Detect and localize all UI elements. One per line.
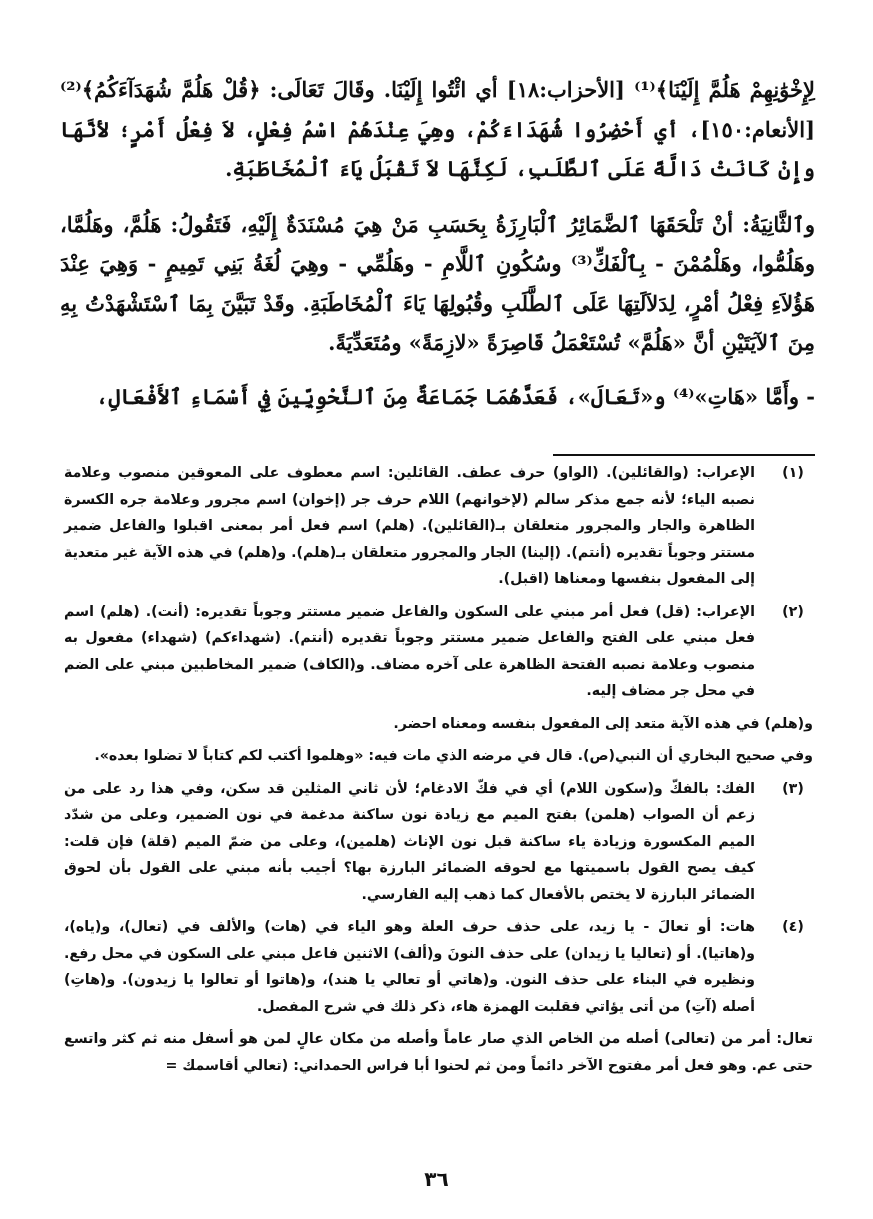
footnote-3 xyxy=(64,776,813,909)
main-paragraph-2: وٱلثَّانِيَةُ: أنْ تَلْحَقَهَا ٱلضَّمَائِرُ ٱلْبَارِزَةُ بِحَسَبِ مَنْ هِيَ مُسْنَدَةٌ إِلَيْهِ، فَتَقُولُ: هَلُمَّ، وهَلُمَّا، وهَلُمُّوا، وهَلْمُمْنَ - بِٱلْفَكِّ⁽³⁾ وسُكُونِ ٱللَّامِ - وهَلُمِّي - وهِيَ لُغَةُ بَنِي تَمِيمٍ - وَهِيَ عِنْدَ هَؤُلاَءِ فِعْلُ أمْرٍ، لِدَلاَلَتِهَا عَلَى ٱلطَّلَبِ وقُبُولِهَا يَاءَ ٱلْمُخَاطَبَةِ. وقَدْ تَبَيَّنَ بِمَا ٱسْتَشْهَدْتُ بِهِ مِنَ ٱلآيَتَيْنِ أنَّ «هَلُمَّ» تُسْتَعْمَلُ قَاصِرَةً «لازِمَةً» ومُتَعَدِّيَةً. xyxy=(60,211,815,355)
footnote-1 xyxy=(64,460,813,593)
footnote-number: (٤) xyxy=(782,919,804,935)
footnote-number: (٣) xyxy=(782,780,804,797)
footnote-text: الفك: بالفكّ و(سكون اللام) أي في فكّ الادغام؛ لأن ثاني المثلين قد سكن، وفي هذا رد على من زعم أن الصواب (هلمن) بفتح الميم مع زيادة نون ساكنة مدغمة في نون الضمير، وعلى من شدّد الميم المكسورة وزيادة ياء ساكنة قبل نون الإناث (هلمين)، وعلى من ضمّ الميم (قلة) فإن قلت: كيف يصح القول باسميتها مع لحوقه الضمائر البارزة بها؟ أجيب بأنه مبني على القول بأن لحوق الضمائر البارزة لا يختص بالأفعال كما ذهب إليه الفارسي. xyxy=(64,780,755,903)
page-number: ٣٦ xyxy=(424,1167,449,1191)
footnote-2-continuation: وفي صحيح البخاري أن النبي(ص). قال في مرضه الذي مات فيه: «وهلموا أكتب لكم كتاباً لا تضلوا بعده». xyxy=(94,748,813,764)
footnote-text: الإعراب: (قل) فعل أمر مبني على السكون والفاعل ضمير مستتر وجوباً تقديره: (أنت). (هلم) اسم فعل مبني على الفتح والفاعل ضمير مستتر وجوباً تقديره (أنتم). (شهداءكم) (شهداء) مفعول به منصوب وعلامة نصبه الفتحة الظاهرة على آخره مضاف. و(الكاف) ضمير المخاطبين مبني على الضم في محل جر مضاف إليه. xyxy=(64,603,755,699)
footnote-4 xyxy=(64,914,813,1020)
footnote-text: الإعراب: (والقائلين). (الواو) حرف عطف. القائلين: اسم معطوف على المعوقين منصوب وعلامة نصبه الياء؛ لأنه جمع مذكر سالم (لإخوانهم) اللام حرف جر (إخوان) اسم مجرور وعلامة جره الكسرة الظاهرة والجار والمجرور متعلقان بـ(القائلين). (هلم) اسم فعل أمر بمعنى اقبلوا والفاعل ضمير مستتر وجوباً تقديره (أنتم). (إلينا) الجار والمجرور متعلقان بـ(هلم). و(هلم) في هذه الآية غير متعدية إلى المفعول بنفسها ومعناها (اقبل). xyxy=(64,465,755,587)
footnote-number: (١) xyxy=(782,465,804,481)
main-paragraph-1: لِإِخْوَٰنِهِمْ هَلُمَّ إِلَيْنَا﴾⁽¹⁾ [الأحزاب:١٨] أي ائْتُوا إِلَيْنَا. وقَالَ تَعَالَى: ﴿قُلْ هَلُمَّ شُهَدَآءَكُمُ﴾⁽²⁾ [الأنعام:١٥٠]، أي أَحْضِرُوا شُهَدَاءَكُمْ، وهِيَ عِنْدَهُمْ اسْمُ فِعْلٍ، لاَ فِعْلُ أَمْرٍ؛ لأنَّهَا وإِنْ كَانَتْ دَالَّةً عَلَى ٱلطَّلَبِ، لَكِنَّهَا لاَ تَقْبَلُ يَاءَ ٱلْمُخَاطَبَةِ. xyxy=(60,77,815,181)
footnote-number: (٢) xyxy=(782,603,804,620)
footnotes-section xyxy=(64,460,813,1085)
footnote-4-continuation: تعال: أمر من (تعالى) أصله من الخاص الذي صار عاماً وأصله من مكان عالٍ لمن هو أسفل منه ثم كثر واتسع حتى عم. وهو فعل أمر مفتوح الآخر دائماً ومن ثم لحنوا أبا فراس الحمداني: (تعالي أقاسمك = xyxy=(64,1031,813,1074)
footnote-separator xyxy=(553,454,815,456)
footnote-text: هات: أو تعالَ - يا زيد، على حذف حرف العلة وهو الياء في (هات) والألف في (تعال)، و(ياه)، و(هاتيا). أو (تعاليا يا زيدان) على حذف النونَ و(ألف) الاثنين فاعل مبني على السكون في محل رفع. ونظيره في البناء على حذف النون. و(هاتي أو تعالي يا هند)، و(هاتوا أو تعالوا يا زيدون). و(هاتِ) أصله (آتِ) من أتى يؤاتي فقلبت الهمزة هاء، ذكر ذلك في شرح المفصل. xyxy=(64,919,755,1015)
main-text-block xyxy=(60,70,815,416)
footnote-2-continuation: و(هلم) في هذه الآية متعد إلى المفعول بنفسه ومعناه احضر. xyxy=(393,715,813,732)
main-paragraph-3: - وأَمَّا «هَاتِ»⁽⁴⁾ و«تَعَالَ»، فَعَدَّهُمَا جَمَاعَةٌ مِنَ ٱلنَّحْوِيِّينَ فِي أَسْمَاءِ ٱلأَفْعَالِ، xyxy=(95,383,815,409)
footnote-2 xyxy=(64,599,813,705)
